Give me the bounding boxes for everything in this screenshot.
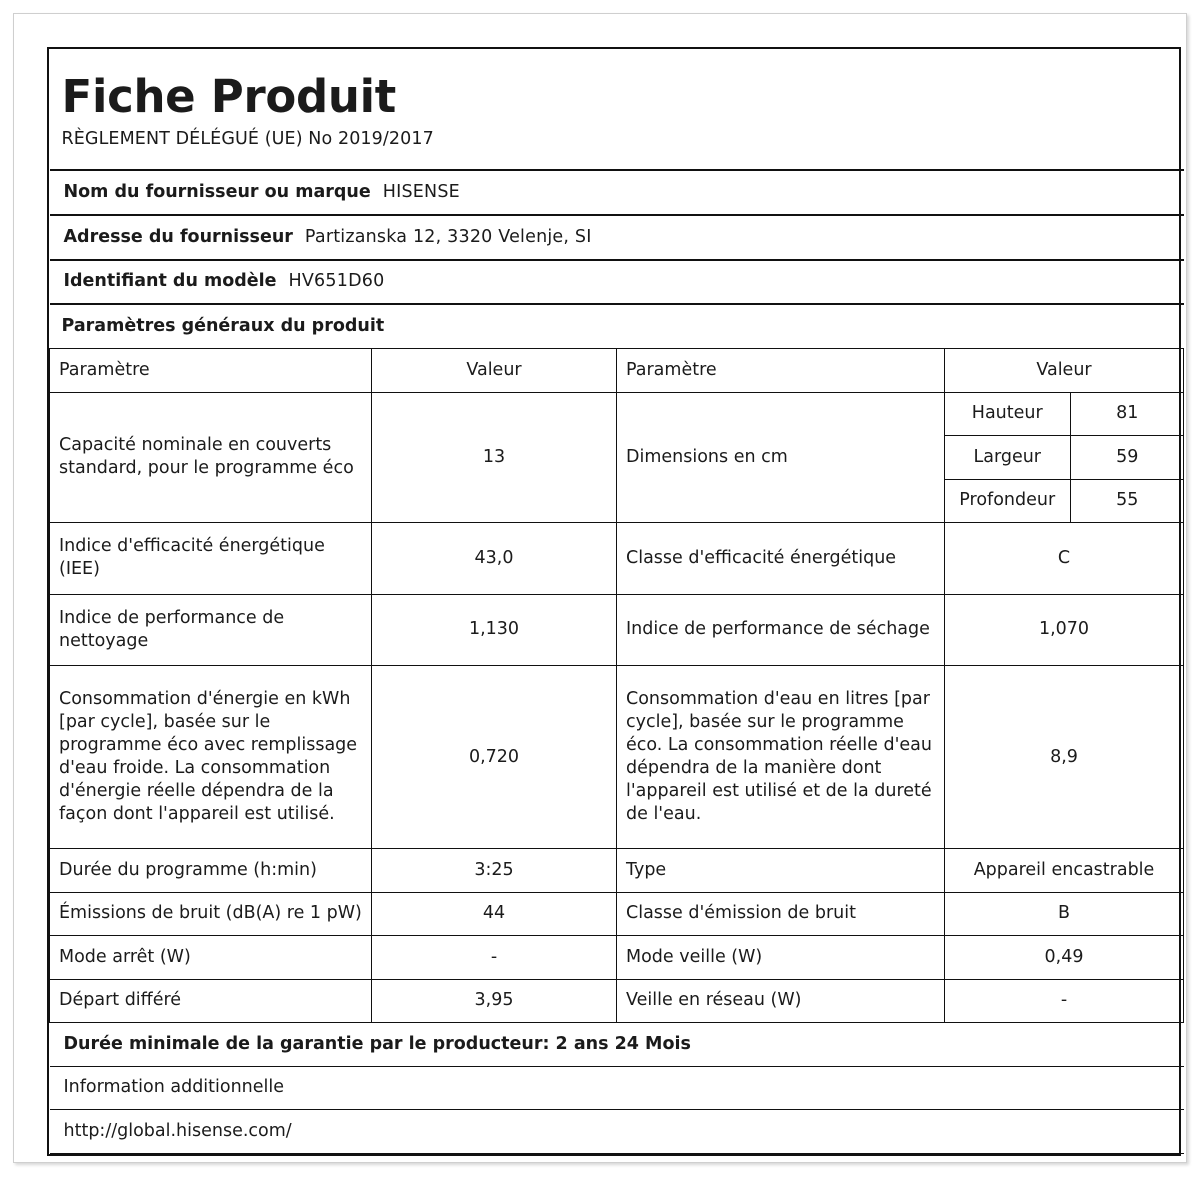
additional-info-row <box>50 1066 1184 1110</box>
product-fiche-sheet <box>47 47 1181 1156</box>
header-value-left: Valeur <box>372 349 617 393</box>
page-frame <box>13 13 1187 1163</box>
program-duration-label: Durée du programme (h:min) <box>50 849 372 893</box>
cleaning-index-value: 1,130 <box>372 594 617 665</box>
warranty-text: Durée minimale de la garantie par le producteur: 2 ans 24 Mois <box>50 1023 1184 1067</box>
model-identifier-cell <box>50 260 1184 305</box>
noise-row <box>50 892 1184 936</box>
cleaning-index-label: Indice de performance de nettoyage <box>50 594 372 665</box>
supplier-name-value: HISENSE <box>382 181 460 202</box>
delayed-network-row <box>50 979 1184 1023</box>
general-parameters-heading: Paramètres généraux du produit <box>50 304 1184 348</box>
title-row <box>50 49 1184 170</box>
dimension-width-value: 59 <box>1070 436 1184 480</box>
regulation-reference: RÈGLEMENT DÉLÉGUÉ (UE) No 2019/2017 <box>61 128 434 149</box>
dimension-height-value: 81 <box>1070 393 1184 436</box>
model-identifier-value: HV651D60 <box>288 271 385 292</box>
page-title: Fiche Produit <box>61 70 396 124</box>
supplier-address-row <box>50 215 1184 260</box>
noise-emissions-value: 44 <box>372 892 617 936</box>
eei-label: Indice d'efficacité énergétique (IEE) <box>50 523 372 594</box>
type-label: Type <box>617 849 945 893</box>
delayed-start-label: Départ différé <box>50 979 372 1023</box>
product-fiche-table <box>49 49 1184 1154</box>
off-standby-row <box>50 936 1184 980</box>
supplier-address-value: Partizanska 12, 3320 Velenje, SI <box>304 226 592 247</box>
energy-class-label: Classe d'efficacité énergétique <box>617 523 945 594</box>
drying-index-value: 1,070 <box>945 594 1184 665</box>
header-parameter-left: Paramètre <box>50 349 372 393</box>
water-consumption-label: Consommation d'eau en litres [par cycle], basée sur le programme éco. La consommation réelle d'eau dépendra de la manière dont l'appareil est utilisé et de la dureté de l'eau. <box>617 666 945 849</box>
noise-class-value: B <box>945 892 1184 936</box>
dimension-width-row <box>945 436 1184 480</box>
standby-mode-label: Mode veille (W) <box>617 936 945 980</box>
capacity-dimensions-row <box>50 392 1184 523</box>
dimensions-subtable-host <box>945 392 1184 523</box>
header-parameter-right: Paramètre <box>617 349 945 393</box>
header-value-right: Valeur <box>945 349 1184 393</box>
noise-class-label: Classe d'émission de bruit <box>617 892 945 936</box>
supplier-name-row <box>50 170 1184 215</box>
energy-consumption-label: Consommation d'énergie en kWh [par cycle], basée sur le programme éco avec remplissage d'eau froide. La consommation d'énergie réelle dépendra de la façon dont l'appareil est utilisé. <box>50 666 372 849</box>
supplier-address-label: Adresse du fournisseur <box>63 226 293 247</box>
noise-emissions-label: Émissions de bruit (dB(A) re 1 pW) <box>50 892 372 936</box>
supplier-address-cell <box>50 215 1184 260</box>
network-standby-label: Veille en réseau (W) <box>617 979 945 1023</box>
supplier-name-label: Nom du fournisseur ou marque <box>63 181 371 202</box>
delayed-start-value: 3,95 <box>372 979 617 1023</box>
model-identifier-label: Identifiant du modèle <box>63 271 277 292</box>
energy-class-value: C <box>945 523 1184 594</box>
off-mode-value: - <box>372 936 617 980</box>
duration-type-row <box>50 849 1184 893</box>
dimension-depth-value: 55 <box>1070 479 1184 522</box>
eei-value: 43,0 <box>372 523 617 594</box>
eei-energy-class-row <box>50 523 1184 594</box>
water-consumption-value: 8,9 <box>945 666 1184 849</box>
warranty-row <box>50 1023 1184 1067</box>
dimensions-subtable <box>945 393 1184 523</box>
cleaning-drying-row <box>50 594 1184 665</box>
dimension-height-label: Hauteur <box>945 393 1070 436</box>
general-parameters-section-row <box>50 304 1184 348</box>
dimension-width-label: Largeur <box>945 436 1070 480</box>
consumption-row <box>50 666 1184 849</box>
website-link[interactable]: http://global.hisense.com/ <box>50 1110 1184 1154</box>
energy-consumption-value: 0,720 <box>372 666 617 849</box>
supplier-name-cell <box>50 170 1184 215</box>
website-row <box>50 1110 1184 1154</box>
capacity-value: 13 <box>372 392 617 523</box>
additional-info-heading: Information additionnelle <box>50 1066 1184 1110</box>
network-standby-value: - <box>945 979 1184 1023</box>
dimensions-label: Dimensions en cm <box>617 392 945 523</box>
dimension-depth-row <box>945 479 1184 522</box>
capacity-label: Capacité nominale en couverts standard, pour le programme éco <box>50 392 372 523</box>
title-block <box>50 49 1184 170</box>
model-identifier-row <box>50 260 1184 305</box>
type-value: Appareil encastrable <box>945 849 1184 893</box>
drying-index-label: Indice de performance de séchage <box>617 594 945 665</box>
program-duration-value: 3:25 <box>372 849 617 893</box>
dimension-height-row <box>945 393 1184 436</box>
standby-mode-value: 0,49 <box>945 936 1184 980</box>
off-mode-label: Mode arrêt (W) <box>50 936 372 980</box>
dimension-depth-label: Profondeur <box>945 479 1070 522</box>
column-header-row <box>50 349 1184 393</box>
